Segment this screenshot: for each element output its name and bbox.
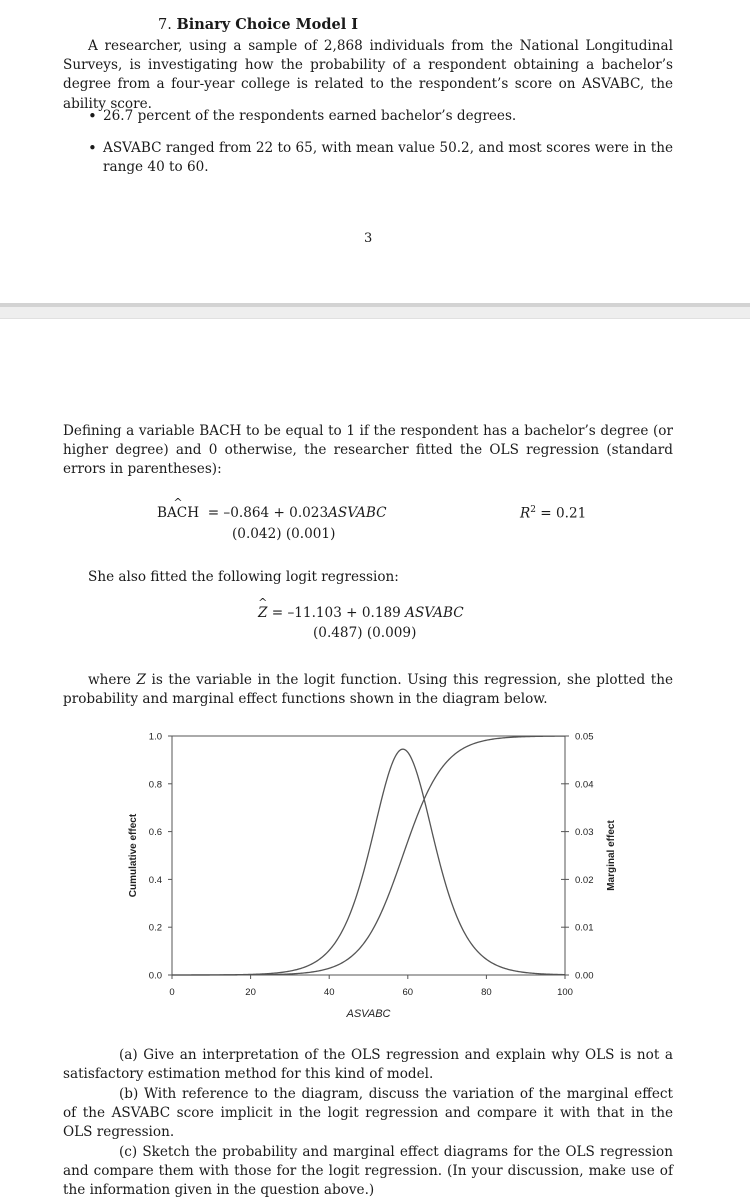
question-c: (c) Sketch the probability and marginal effect diagrams for the OLS regression and compare them with those for the logit regression. (In your discussion, make use of the information given in the question above.) xyxy=(63,1144,673,1199)
y-tick-label: 0.6 xyxy=(148,827,162,839)
where-var: Z xyxy=(136,672,146,688)
defining-paragraph: Defining a variable BACH to be equal to 1 if the respondent has a bachelor’s degree (or higher degree) and 0 otherwise, the researcher fitted the OLS regression (standard errors in parentheses): xyxy=(63,423,673,478)
logit-rhs-var: ASVABC xyxy=(405,605,464,621)
r2-label: R xyxy=(520,505,531,522)
y2-tick-label: 0.01 xyxy=(575,922,594,934)
question-a: (a) Give an interpretation of the OLS regression and explain why OLS is not a satisfactory estimation method for this kind of model. xyxy=(63,1047,673,1083)
title-number: 7. xyxy=(158,17,172,33)
bullet-item xyxy=(88,139,673,177)
where-text-1: where xyxy=(88,672,137,688)
title-text: Binary Choice Model I xyxy=(176,16,359,33)
logit-lhs: Z ^ xyxy=(258,605,267,621)
y2-axis-label: Marginal effect xyxy=(606,820,617,891)
x-tick-label: 60 xyxy=(402,987,414,998)
ols-standard-errors: (0.042) (0.001) xyxy=(232,526,336,542)
r2-exponent: 2 xyxy=(530,505,536,515)
y-axis-label: Cumulative effect xyxy=(128,813,139,898)
marginal-effect-line xyxy=(172,749,565,975)
y-tick-label: 0.4 xyxy=(148,874,162,886)
probability-marginal-effect-chart xyxy=(0,720,750,1030)
logit-equation xyxy=(258,605,464,621)
bullet-icon: • xyxy=(88,139,97,157)
question-title xyxy=(158,16,358,33)
logit-standard-errors: (0.487) (0.009) xyxy=(313,625,417,641)
y-tick-label: 1.0 xyxy=(148,731,162,743)
x-tick-label: 40 xyxy=(323,987,335,998)
bullet-text: ASVABC ranged from 22 to 65, with mean value 50.2, and most scores were in the range 40 to 60. xyxy=(103,140,673,175)
bullet-icon: • xyxy=(88,107,97,125)
r-squared xyxy=(520,505,586,522)
ols-lhs: BACH ^ xyxy=(157,505,199,521)
page-top-edge xyxy=(0,318,750,319)
x-tick-label: 100 xyxy=(557,987,573,998)
y2-tick-label: 0.04 xyxy=(575,779,594,791)
question-b: (b) With reference to the diagram, discuss the variation of the marginal effect of the ASVABC score implicit in the logit regression and compare it with that in the OLS regression. xyxy=(63,1086,673,1141)
where-paragraph xyxy=(63,671,673,709)
page-number: 3 xyxy=(364,231,373,246)
x-tick-label: 0 xyxy=(169,987,175,998)
y2-tick-label: 0.02 xyxy=(575,874,594,886)
intro-paragraph: A researcher, using a sample of 2,868 individuals from the National Longitudinal Surveys, is investigating how the probability of a respondent obtaining a bachelor’s degree from a four-year college is related to the respondent’s score on ASVABC, the ability score. xyxy=(63,38,673,112)
ols-rhs-var: ASVABC xyxy=(328,505,387,521)
y-tick-label: 0.8 xyxy=(148,779,162,791)
logit-intro: She also fitted the following logit regression: xyxy=(88,569,399,585)
x-tick-label: 20 xyxy=(245,987,256,998)
y2-tick-label: 0.05 xyxy=(575,731,594,743)
x-axis-label: ASVABC xyxy=(346,1008,391,1020)
r2-value: = 0.21 xyxy=(535,505,587,522)
bullet-text: 26.7 percent of the respondents earned bachelor’s degrees. xyxy=(103,108,517,124)
x-tick-label: 80 xyxy=(481,987,492,998)
ols-rhs-const: = –0.864 + 0.023 xyxy=(207,505,329,521)
y-tick-label: 0.0 xyxy=(148,970,162,982)
bullet-item xyxy=(88,107,673,126)
y2-tick-label: 0.03 xyxy=(575,827,594,839)
where-text-2: is the variable in the logit function. Using this regression, she plotted the probability and marginal effect functions shown in the diagram below. xyxy=(63,672,673,708)
ols-equation xyxy=(157,505,387,521)
y-tick-label: 0.2 xyxy=(148,922,162,934)
logit-rhs-const: = –11.103 + 0.189 xyxy=(267,605,406,621)
y2-tick-label: 0.00 xyxy=(575,970,594,982)
